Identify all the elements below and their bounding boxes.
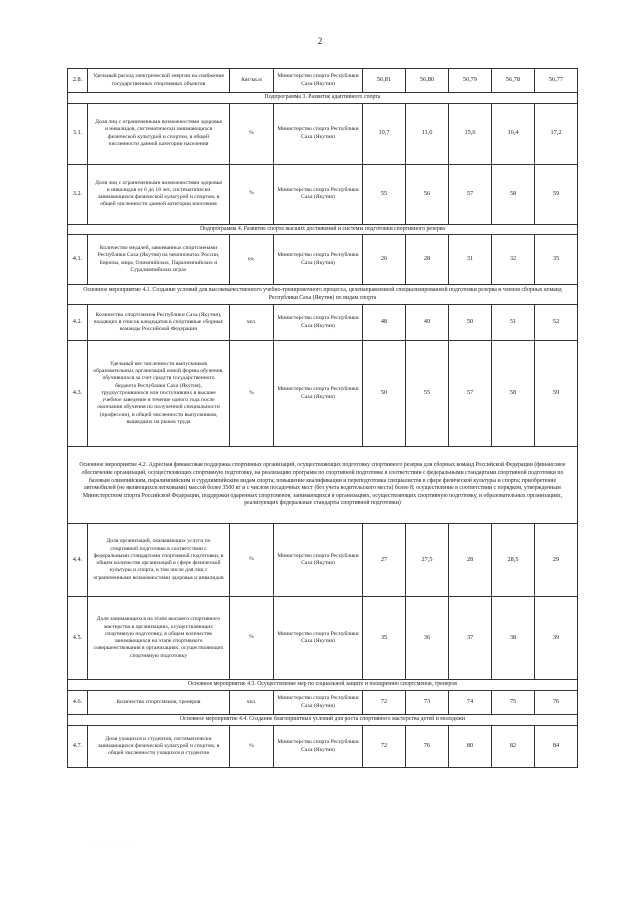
section-row — [68, 285, 578, 305]
target-value: 27,5 — [406, 524, 449, 597]
target-value: 56,77 — [535, 69, 578, 93]
indicator-name: Доля лиц с ограниченными возможностями здоровья и инвалидов от 6 до 18 лет, систематически занимающихся физической культурой и спортом, в общей численности данной категории населения — [88, 164, 230, 224]
table-row — [68, 69, 578, 93]
target-value: 26 — [363, 235, 406, 285]
section-row — [68, 447, 578, 524]
section-heading: Подпрограмма 3. Развитие адаптивного спорта — [68, 93, 578, 104]
unit-of-measure: чел. — [230, 691, 274, 715]
section-row — [68, 224, 578, 235]
table-row — [68, 726, 578, 768]
section-heading: Основное мероприятие 4.4. Создание благоприятных условий для роста спортивного мастерства детей и молодежи — [68, 715, 578, 726]
section-row — [68, 680, 578, 691]
indicator-name: Доля учащихся и студентов, систематически занимающихся физической культурой и спортом, в общей численности учащихся и студентов — [88, 726, 230, 768]
responsible-org: Министерство спорта Республики Саха (Якутия) — [274, 597, 363, 680]
unit-of-measure: Квт/кв.м — [230, 69, 274, 93]
table-row — [68, 597, 578, 680]
target-value: 59 — [535, 164, 578, 224]
table-row — [68, 103, 578, 164]
target-value: 49 — [406, 305, 449, 341]
target-value: 56,79 — [449, 69, 492, 93]
section-heading: Основное мероприятие 4.1. Создание условий для высококачественного учебно-тренировочного процесса, целенаправленной специализированной подготовки резерва и членов сборных команд Республики Саха (Якутия) по видам спорта — [68, 285, 578, 305]
target-value: 17,2 — [535, 103, 578, 164]
target-value: 82 — [492, 726, 535, 768]
indicator-name: Количество спортсменов, тренеров — [88, 691, 230, 715]
unit-of-measure: % — [230, 726, 274, 768]
unit-of-measure: % — [230, 524, 274, 597]
target-value: 38 — [492, 597, 535, 680]
target-value: 56 — [406, 164, 449, 224]
unit-of-measure: % — [230, 597, 274, 680]
target-value: 75 — [492, 691, 535, 715]
indicator-name: Доля занимающихся на этапе высшего спортивного мастерства в организациях, осуществляющих спортивную подготовку, в общем количестве занимающихся на этапе спортивного совершенствования в организациях, осуществляющих спортивную подготовку — [88, 597, 230, 680]
table-row — [68, 235, 578, 285]
page-number: 2 — [317, 36, 323, 46]
section-heading: Основное мероприятие 4.3. Осуществление мер по социальной защите и поощрению спортсменов, тренеров — [68, 680, 578, 691]
target-value: 10,7 — [363, 103, 406, 164]
row-code: 4.6. — [68, 691, 88, 715]
target-value: 50 — [449, 305, 492, 341]
unit-of-measure: % — [230, 164, 274, 224]
row-code: 4.4. — [68, 524, 88, 597]
indicator-table — [67, 68, 578, 768]
section-heading: Подпрограмма 4. Развитие спорта высших достижений и системы подготовки спортивного резерва — [68, 224, 578, 235]
unit-of-measure: чел. — [230, 305, 274, 341]
responsible-org: Министерство спорта Республики Саха (Якутия) — [274, 235, 363, 285]
target-value: 72 — [363, 691, 406, 715]
section-row — [68, 715, 578, 726]
table-row — [68, 305, 578, 341]
target-value: 36 — [406, 597, 449, 680]
table-row — [68, 524, 578, 597]
responsible-org: Министерство спорта Республики Саха (Якутия) — [274, 164, 363, 224]
responsible-org: Министерство спорта Республики Саха (Якутия) — [274, 524, 363, 597]
target-value: 52 — [535, 305, 578, 341]
target-value: 59 — [535, 341, 578, 447]
row-code: 2.8. — [68, 69, 88, 93]
table-row — [68, 691, 578, 715]
target-value: 29 — [535, 524, 578, 597]
target-value: 11,6 — [406, 103, 449, 164]
section-row — [68, 93, 578, 104]
target-value: 48 — [363, 305, 406, 341]
target-value: 39 — [535, 597, 578, 680]
target-value: 56,78 — [492, 69, 535, 93]
target-value: 57 — [449, 341, 492, 447]
indicator-name: Доля организаций, оказывающих услуги по спортивной подготовке в соответствии с федеральными стандартами спортивной подготовки, в общем количестве организаций в сфере физической культуры и спорта, в том числе для лиц с ограниченными возможностями здоровья и инвалидов — [88, 524, 230, 597]
target-value: 74 — [449, 691, 492, 715]
indicator-name: Удельный вес численности выпускников образовательных организаций очной формы обучения, обучившихся за счет средств государственного бюджета Республики Саха (Якутия), трудоустроившихся или поступивших в высшее учебное заведение в течение одного года после окончания обучения по полученной специальности (профессии), в общей численности выпускников, вышедших на рынок труда — [88, 341, 230, 447]
target-value: 80 — [449, 726, 492, 768]
table-row — [68, 341, 578, 447]
responsible-org: Министерство спорта Республики Саха (Якутия) — [274, 341, 363, 447]
target-value: 58 — [492, 341, 535, 447]
target-value: 84 — [535, 726, 578, 768]
target-value: 72 — [363, 726, 406, 768]
target-value: 27 — [363, 524, 406, 597]
table-row — [68, 164, 578, 224]
target-value: 58 — [492, 164, 535, 224]
target-value: 35 — [363, 597, 406, 680]
section-heading: Основное мероприятие 4.2. Адресная финансовая поддержка спортивных организаций, осуществляющих подготовку спортивного резерва для сборных команд Российской Федерации (финансовое обеспечение организаций, осуществляющих спортивную подготовку, на реализацию программ по спортивной подготовке в соответствии с федеральными стандартами спортивной подготовки по базовым олимпийским, паралимпийским и сурдлимпийским видам спорта; повышение квалификации и переподготовка специалистов в сфере физической культуры и спорта; приобретение автомобилей (не являющихся легковыми) массой более 3500 кг и с числом посадочных мест (без учета водительского места) более 8; осуществление в соответствии с порядком, утвержденным Министерством спорта Российской Федерации, поддержки одаренных спортсменов, занимающихся в организациях, осуществляющих спортивную подготовку, и образовательных организациях, реализующих федеральные стандарты спортивной подготовки) — [68, 447, 578, 524]
responsible-org: Министерство спорта Республики Саха (Якутия) — [274, 691, 363, 715]
target-value: 73 — [406, 691, 449, 715]
row-code: 3.2. — [68, 164, 88, 224]
target-value: 16,4 — [492, 103, 535, 164]
target-value: 76 — [406, 726, 449, 768]
target-value: 15,6 — [449, 103, 492, 164]
target-value: 56,81 — [363, 69, 406, 93]
row-code: 4.3. — [68, 341, 88, 447]
target-value: 56,80 — [406, 69, 449, 93]
responsible-org: Министерство спорта Республики Саха (Якутия) — [274, 69, 363, 93]
row-code: 4.1. — [68, 235, 88, 285]
indicator-name: Количество медалей, завоеванных спортсменами Республики Саха (Якутия) на чемпионатах России, Европы, мира, Олимпийских, Паралимпийских и Сурдлимпийских играх — [88, 235, 230, 285]
row-code: 4.7. — [68, 726, 88, 768]
target-value: 37 — [449, 597, 492, 680]
target-value: 55 — [363, 164, 406, 224]
footer-faded-mark: · · · · · · · · · · · — [92, 843, 137, 849]
target-value: 28 — [406, 235, 449, 285]
target-value: 32 — [492, 235, 535, 285]
target-value: 76 — [535, 691, 578, 715]
unit-of-measure: % — [230, 341, 274, 447]
target-value: 50 — [363, 341, 406, 447]
indicator-name: Удельный расход электрической энергии на снабжение государственных спортивных объектов — [88, 69, 230, 93]
target-value: 51 — [492, 305, 535, 341]
target-value: 35 — [535, 235, 578, 285]
target-value: 28 — [449, 524, 492, 597]
indicator-name: Количество спортсменов Республики Саха (Якутия), входящих в список кандидатов в спортивные сборные команды Российской Федерации — [88, 305, 230, 341]
row-code: 4.5. — [68, 597, 88, 680]
responsible-org: Министерство спорта Республики Саха (Якутия) — [274, 103, 363, 164]
row-code: 3.1. — [68, 103, 88, 164]
target-value: 57 — [449, 164, 492, 224]
row-code: 4.2. — [68, 305, 88, 341]
indicator-name: Доля лиц с ограниченными возможностями здоровья и инвалидов, систематически занимающихся физической культурой и спортом, в общей численности данной категории населения — [88, 103, 230, 164]
unit-of-measure: % — [230, 103, 274, 164]
target-value: 55 — [406, 341, 449, 447]
indicator-table-body — [68, 69, 578, 768]
target-value: 31 — [449, 235, 492, 285]
responsible-org: Министерство спорта Республики Саха (Якутия) — [274, 726, 363, 768]
target-value: 28,5 — [492, 524, 535, 597]
responsible-org: Министерство спорта Республики Саха (Якутия) — [274, 305, 363, 341]
unit-of-measure: ед. — [230, 235, 274, 285]
